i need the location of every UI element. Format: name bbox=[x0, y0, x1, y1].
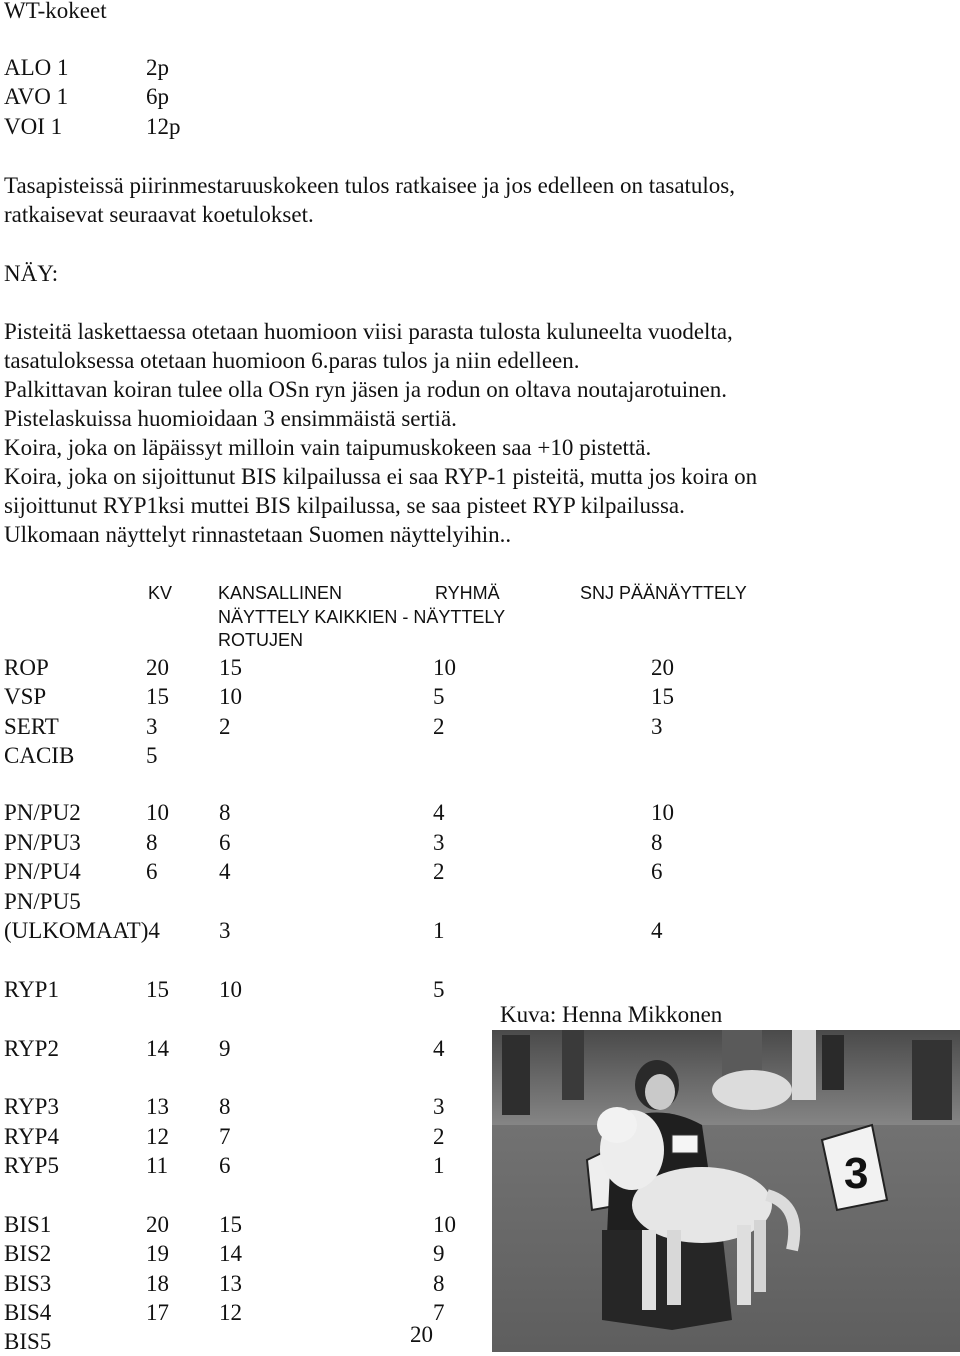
cell-ryhma: 1 bbox=[433, 918, 445, 943]
text-line: tasatuloksessa otetaan huomioon 6.paras tulos ja niin edelleen. bbox=[4, 348, 580, 373]
row-label: RYP2 bbox=[4, 1036, 59, 1061]
row-label: PN/PU3 bbox=[4, 830, 81, 855]
cell-ryhma: 2 bbox=[433, 859, 445, 884]
cell-kansallinen: 13 bbox=[219, 1271, 242, 1296]
cell-kansallinen: 4 bbox=[219, 859, 231, 884]
cell-ryhma: 3 bbox=[433, 1094, 445, 1119]
page-title: WT-kokeet bbox=[4, 0, 107, 23]
row-label: (ULKOMAAT)4 bbox=[4, 918, 160, 943]
cell-kansallinen: 8 bbox=[219, 1094, 231, 1119]
wt-score-label: AVO 1 bbox=[4, 84, 69, 109]
cell-kansallinen: 3 bbox=[219, 918, 231, 943]
header-ryhma: RYHMÄ bbox=[435, 583, 500, 603]
header-kv: KV bbox=[148, 583, 173, 603]
row-label: BIS1 bbox=[4, 1212, 52, 1237]
header-kansallinen-line3: ROTUJEN bbox=[218, 630, 303, 650]
photo-caption: Kuva: Henna Mikkonen bbox=[500, 1002, 723, 1027]
cell-ryhma: 5 bbox=[433, 977, 445, 1002]
cell-kansallinen: 15 bbox=[219, 1212, 242, 1237]
cell-kv: 6 bbox=[146, 859, 158, 884]
wt-score-points: 12p bbox=[146, 114, 181, 139]
cell-kansallinen: 9 bbox=[219, 1036, 231, 1061]
text-line: sijoittunut RYP1ksi muttei BIS kilpailussa, se saa pisteet RYP kilpailussa. bbox=[4, 493, 685, 518]
cell-kv: 8 bbox=[146, 830, 158, 855]
cell-ryhma: 2 bbox=[433, 714, 445, 739]
cell-kv: 3 bbox=[146, 714, 158, 739]
cell-snj: 6 bbox=[651, 859, 663, 884]
row-label: BIS3 bbox=[4, 1271, 52, 1296]
cell-kv: 11 bbox=[146, 1153, 169, 1178]
row-label: BIS4 bbox=[4, 1300, 52, 1325]
cell-kv: 13 bbox=[146, 1094, 169, 1119]
cell-kv: 18 bbox=[146, 1271, 169, 1296]
wt-score-points: 6p bbox=[146, 84, 169, 109]
cell-kansallinen: 2 bbox=[219, 714, 231, 739]
row-label: SERT bbox=[4, 714, 59, 739]
cell-snj: 4 bbox=[651, 918, 663, 943]
row-label: PN/PU4 bbox=[4, 859, 81, 884]
header-kansallinen-line2: NÄYTTELY KAIKKIEN - NÄYTTELY bbox=[218, 607, 506, 627]
cell-kansallinen: 8 bbox=[219, 800, 231, 825]
cell-ryhma: 10 bbox=[433, 655, 456, 680]
cell-kv: 15 bbox=[146, 684, 169, 709]
cell-kansallinen: 10 bbox=[219, 684, 242, 709]
row-label: ROP bbox=[4, 655, 49, 680]
cell-kansallinen: 6 bbox=[219, 1153, 231, 1178]
cell-snj: 3 bbox=[651, 714, 663, 739]
tiebreak-paragraph bbox=[4, 171, 735, 229]
cell-kv: 15 bbox=[146, 977, 169, 1002]
photo-illustration bbox=[492, 1030, 960, 1352]
cell-kv: 14 bbox=[146, 1036, 169, 1061]
wt-score-points: 2p bbox=[146, 55, 169, 80]
cell-ryhma: 9 bbox=[433, 1241, 445, 1266]
cell-ryhma: 4 bbox=[433, 800, 445, 825]
cell-ryhma: 8 bbox=[433, 1271, 445, 1296]
text-line: Pistelaskuissa huomioidaan 3 ensimmäistä sertiä. bbox=[4, 406, 457, 431]
text-line: Palkittavan koiran tulee olla OSn ryn jäsen ja rodun on oltava noutajarotuinen. bbox=[4, 377, 728, 402]
wt-score-label: ALO 1 bbox=[4, 55, 69, 80]
cell-ryhma: 3 bbox=[433, 830, 445, 855]
row-label: BIS5 bbox=[4, 1329, 52, 1354]
cell-kv: 19 bbox=[146, 1241, 169, 1266]
page-number: 20 bbox=[410, 1322, 433, 1347]
cell-snj: 10 bbox=[651, 800, 674, 825]
text-line: Ulkomaan näyttelyt rinnastetaan Suomen näyttelyihin.. bbox=[4, 522, 512, 547]
dog-show-photo bbox=[492, 1030, 960, 1352]
cell-ryhma: 2 bbox=[433, 1124, 445, 1149]
row-label: PN/PU2 bbox=[4, 800, 81, 825]
header-snj: SNJ PÄÄNÄYTTELY bbox=[580, 583, 747, 603]
text-line: Pisteitä laskettaessa otetaan huomioon viisi parasta tulosta kuluneelta vuodelta, bbox=[4, 319, 733, 344]
cell-ryhma: 7 bbox=[433, 1300, 445, 1325]
cell-kansallinen: 15 bbox=[219, 655, 242, 680]
cell-kansallinen: 12 bbox=[219, 1300, 242, 1325]
row-label: RYP3 bbox=[4, 1094, 59, 1119]
ring-sign-number: 3 bbox=[844, 1149, 869, 1198]
cell-kv: 5 bbox=[146, 743, 158, 768]
cell-kv: 17 bbox=[146, 1300, 169, 1325]
text-line: ratkaisevat seuraavat koetulokset. bbox=[4, 202, 314, 227]
cell-kv: 12 bbox=[146, 1124, 169, 1149]
wt-score-label: VOI 1 bbox=[4, 114, 63, 139]
cell-kansallinen: 6 bbox=[219, 830, 231, 855]
row-label: BIS2 bbox=[4, 1241, 52, 1266]
cell-ryhma: 10 bbox=[433, 1212, 456, 1237]
text-line: Tasapisteissä piirinmestaruuskokeen tulos ratkaisee ja jos edelleen on tasatulos, bbox=[4, 173, 736, 198]
text-line: Koira, joka on läpäissyt milloin vain taipumuskokeen saa +10 pistettä. bbox=[4, 435, 652, 460]
cell-ryhma: 1 bbox=[433, 1153, 445, 1178]
row-label: RYP1 bbox=[4, 977, 59, 1002]
cell-kansallinen: 10 bbox=[219, 977, 242, 1002]
row-label: RYP5 bbox=[4, 1153, 59, 1178]
show-heading: NÄY: bbox=[4, 261, 59, 286]
cell-snj: 15 bbox=[651, 684, 674, 709]
cell-kv: 10 bbox=[146, 800, 169, 825]
cell-snj: 8 bbox=[651, 830, 663, 855]
header-kansallinen: KANSALLINEN bbox=[218, 583, 343, 603]
cell-kansallinen: 7 bbox=[219, 1124, 231, 1149]
cell-ryhma: 5 bbox=[433, 684, 445, 709]
row-label: PN/PU5 bbox=[4, 889, 81, 914]
rules-paragraph bbox=[4, 317, 757, 549]
cell-ryhma: 4 bbox=[433, 1036, 445, 1061]
cell-snj: 20 bbox=[651, 655, 674, 680]
row-label: CACIB bbox=[4, 743, 75, 768]
cell-kansallinen: 14 bbox=[219, 1241, 242, 1266]
cell-kv: 20 bbox=[146, 1212, 169, 1237]
row-label: VSP bbox=[4, 684, 47, 709]
row-label: RYP4 bbox=[4, 1124, 59, 1149]
cell-kv: 20 bbox=[146, 655, 169, 680]
text-line: Koira, joka on sijoittunut BIS kilpailussa ei saa RYP-1 pisteitä, mutta jos koira on bbox=[4, 464, 758, 489]
